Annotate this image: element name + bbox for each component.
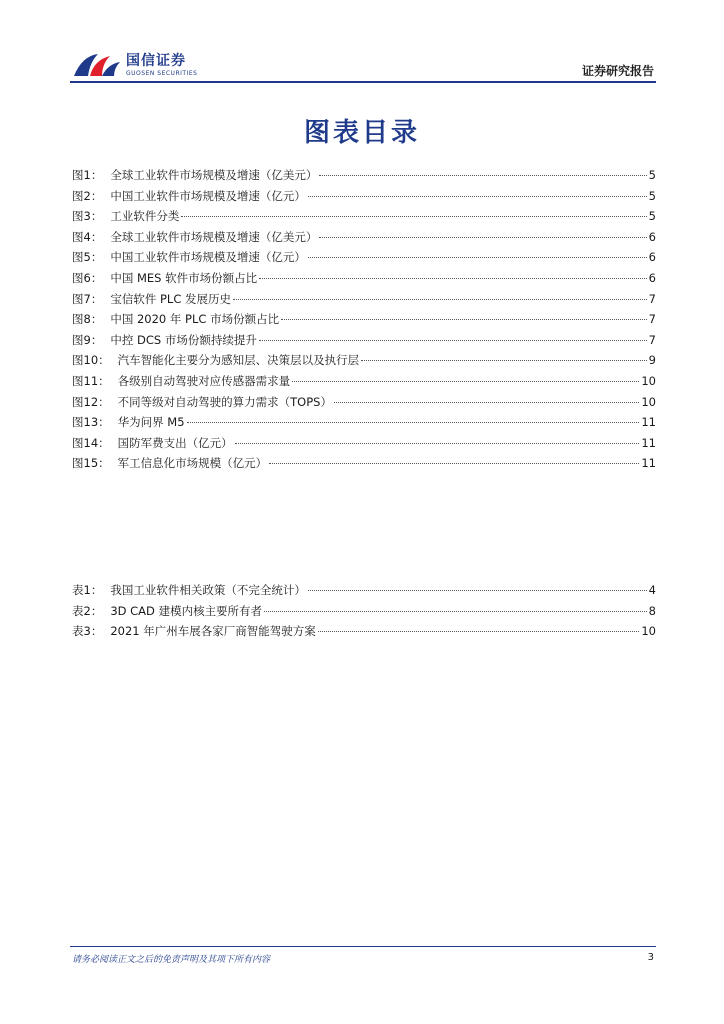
entry-number: 表1： — [72, 583, 103, 597]
entry-number: 图15： — [72, 456, 110, 471]
dot-leader — [259, 340, 647, 341]
dot-leader — [259, 278, 647, 279]
entry-number: 图2： — [72, 188, 103, 203]
dot-leader — [334, 402, 639, 403]
dot-leader — [319, 237, 646, 238]
dot-leader — [319, 175, 646, 176]
entry-page: 7 — [648, 291, 656, 306]
dot-leader — [308, 196, 647, 197]
entry-page: 11 — [641, 435, 656, 450]
entry-number: 表2： — [72, 603, 103, 618]
toc-entry[interactable] — [72, 435, 656, 456]
entry-number: 图6： — [72, 270, 103, 285]
toc-entry[interactable] — [72, 394, 656, 415]
toc-entry[interactable] — [72, 373, 656, 394]
dot-leader — [181, 216, 646, 217]
toc-entry[interactable] — [72, 582, 656, 603]
tables-list — [72, 582, 656, 644]
toc-entry[interactable] — [72, 208, 656, 229]
figures-list — [72, 167, 656, 476]
entry-page: 10 — [641, 373, 656, 388]
entry-label: 中国 2020 年 PLC 市场份额占比 — [110, 312, 280, 327]
logo-cn-text: 国信证券 — [126, 53, 186, 69]
entry-label: 3D CAD 建模内核主要所有者 — [110, 603, 263, 618]
entry-label: 我国工业软件相关政策（不完全统计） — [110, 583, 306, 597]
dot-leader — [269, 463, 639, 464]
entry-label: 宝信软件 PLC 发展历史 — [110, 291, 232, 306]
entry-page: 5 — [648, 209, 656, 224]
entry-page: 6 — [648, 250, 656, 265]
entry-number: 图10： — [72, 353, 110, 368]
entry-label: 各级别自动驾驶对应传感器需求量 — [117, 373, 291, 388]
entry-number: 表3： — [72, 624, 103, 639]
dot-leader — [292, 381, 639, 382]
toc-entry[interactable] — [72, 414, 656, 435]
page-title: 图表目录 — [303, 118, 420, 148]
disclaimer: 请务必阅读正文之后的免责声明及其项下所有内容 — [72, 955, 271, 965]
toc-entry[interactable] — [72, 603, 656, 624]
toc-entry[interactable] — [72, 270, 656, 291]
entry-page: 6 — [648, 270, 656, 285]
entry-label: 汽车智能化主要分为感知层、决策层以及执行层 — [117, 353, 360, 368]
toc-entry[interactable] — [72, 352, 656, 373]
dot-leader — [264, 611, 647, 612]
entry-number: 图1： — [72, 168, 103, 182]
entry-label: 全球工业软件市场规模及增速（亿美元） — [110, 168, 318, 182]
entry-page: 11 — [641, 415, 656, 430]
entry-number: 图13： — [72, 415, 110, 430]
page-number: 3 — [647, 952, 654, 963]
entry-number: 图9： — [72, 332, 103, 347]
entry-number: 图11： — [72, 373, 110, 388]
entry-page: 9 — [648, 353, 656, 368]
entry-label: 工业软件分类 — [110, 209, 180, 224]
page-header — [0, 0, 724, 90]
entry-number: 图4： — [72, 229, 103, 244]
entry-label: 不同等级对自动驾驶的算力需求（TOPS） — [117, 394, 332, 409]
header-divider — [70, 81, 656, 83]
dot-leader — [361, 360, 647, 361]
entry-page: 11 — [641, 456, 656, 471]
entry-label: 2021 年广州车展各家厂商智能驾驶方案 — [110, 624, 316, 639]
entry-label: 军工信息化市场规模（亿元） — [117, 456, 268, 471]
entry-label: 中控 DCS 市场份额持续提升 — [110, 332, 257, 347]
report-type: 证券研究报告 — [581, 64, 654, 78]
entry-page: 5 — [648, 188, 656, 203]
entry-page: 10 — [641, 394, 656, 409]
entry-number: 图7： — [72, 291, 103, 306]
entry-label: 全球工业软件市场规模及增速（亿美元） — [110, 229, 318, 244]
entry-number: 图14： — [72, 435, 110, 450]
entry-label: 国防军费支出（亿元） — [117, 435, 233, 450]
entry-label: 中国 MES 软件市场份额占比 — [110, 270, 258, 285]
toc-entry[interactable] — [72, 455, 656, 476]
toc-entry[interactable] — [72, 623, 656, 644]
entry-label: 中国工业软件市场规模及增速（亿元） — [110, 188, 306, 203]
entry-page: 7 — [648, 332, 656, 347]
logo-en-text: GUOSEN SECURITIES — [126, 70, 198, 77]
dot-leader — [308, 257, 647, 258]
toc-entry[interactable] — [72, 291, 656, 312]
entry-number: 图12： — [72, 394, 110, 409]
toc-entry[interactable] — [72, 311, 656, 332]
entry-page: 7 — [648, 312, 656, 327]
entry-page: 8 — [648, 603, 656, 618]
entry-page: 5 — [648, 168, 656, 182]
entry-page: 6 — [648, 229, 656, 244]
dot-leader — [281, 319, 647, 320]
entry-number: 图5： — [72, 250, 103, 265]
toc-entry[interactable] — [72, 229, 656, 250]
dot-leader — [318, 631, 640, 632]
dot-leader — [187, 422, 640, 423]
dot-leader — [235, 443, 640, 444]
toc-entry[interactable] — [72, 167, 656, 188]
entry-number: 图3： — [72, 209, 103, 224]
guosen-logo — [72, 48, 202, 82]
entry-page: 10 — [641, 624, 656, 639]
entry-number: 图8： — [72, 312, 103, 327]
entry-label: 华为问界 M5 — [117, 415, 185, 430]
footer-divider — [70, 946, 656, 947]
toc-entry[interactable] — [72, 188, 656, 209]
toc-entry[interactable] — [72, 249, 656, 270]
entry-page: 4 — [648, 583, 656, 597]
dot-leader — [233, 299, 647, 300]
guosen-logo-icon — [72, 50, 122, 80]
dot-leader — [308, 590, 647, 591]
toc-entry[interactable] — [72, 332, 656, 353]
entry-label: 中国工业软件市场规模及增速（亿元） — [110, 250, 306, 265]
